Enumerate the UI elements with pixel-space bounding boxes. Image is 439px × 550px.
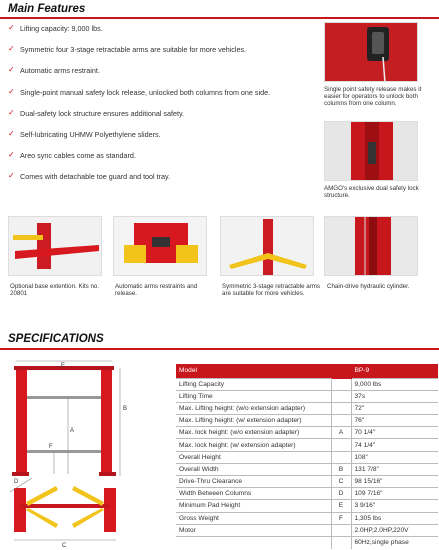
table-row: 60Hz,single phase <box>176 536 438 548</box>
specifications-table <box>176 364 438 549</box>
dim-label-c: C <box>62 543 67 548</box>
table-row: Lifting Capacity 9,000 lbs <box>176 378 438 390</box>
table-row: Overall Width B 131 7/8" <box>176 463 438 475</box>
hydraulic-cylinder-caption: Chain-drive hydraulic cylinder. <box>327 283 410 290</box>
base-extension-photo <box>8 216 102 276</box>
feature-item: ✓ Symmetric four 3-stage retractable arms are suitable for more vehicles. <box>8 44 247 55</box>
table-row: Motor 2.0HP,2.0HP,220V <box>176 524 438 536</box>
arm-restraint-caption: Automatic arms restraints and release. <box>115 283 198 297</box>
feature-item: ✓ Automatic arms restraint. <box>8 65 100 76</box>
hydraulic-cylinder-illustration <box>325 217 418 276</box>
dim-label-d: D <box>14 479 19 485</box>
feature-item: ✓ Dual-safety lock structure ensures additional safety. <box>8 107 185 118</box>
table-row: Max. lock height: (w/ extension adapter) 74 1/4" <box>176 439 438 451</box>
check-icon: ✓ <box>8 171 15 181</box>
specifications-divider <box>0 348 439 350</box>
main-features-divider <box>0 17 439 19</box>
feature-item: ✓ Lifting capacity: 9,000 lbs. <box>8 23 103 33</box>
base-extension-caption: Optional base extention. Kits no. 20801 <box>10 283 100 297</box>
retractable-arms-illustration <box>221 217 314 276</box>
retractable-arms-caption: Symmetric 3-stage retractable arms are suitable for more vehicles. <box>222 283 320 297</box>
features-list <box>8 24 318 194</box>
check-icon: ✓ <box>8 44 15 54</box>
feature-item: ✓ Self-lubricating UHMW Polyethylene sliders. <box>8 128 161 139</box>
dual-lock-illustration <box>325 122 418 181</box>
table-row: Drive-Thru Clearance C 98 15/16" <box>176 476 438 488</box>
arm-restraint-illustration <box>114 217 207 276</box>
base-extension-illustration <box>9 217 102 276</box>
specifications-title: SPECIFICATIONS <box>8 333 104 345</box>
check-icon: ✓ <box>8 128 15 138</box>
check-icon: ✓ <box>8 65 15 75</box>
dim-label-f: F <box>49 444 53 450</box>
check-icon: ✓ <box>8 107 15 117</box>
dual-lock-caption: AMGO's exclusive dual safety lock structure. <box>324 185 419 199</box>
table-row: Minimum Pad Height E 3 9/16" <box>176 500 438 512</box>
safety-release-illustration <box>325 23 418 82</box>
check-icon: ✓ <box>8 23 15 32</box>
feature-item: ✓ Comes with detachable toe guard and tool tray. <box>8 171 171 182</box>
model-header: Model <box>176 364 331 378</box>
dual-lock-photo <box>324 121 418 181</box>
retractable-arms-photo <box>220 216 314 276</box>
dim-label-e: E <box>61 363 66 369</box>
table-row: Gross Weight F 1,305 lbs <box>176 512 438 524</box>
dim-label-a: A <box>70 428 75 434</box>
arm-restraint-photo <box>113 216 207 276</box>
table-row: Width Between Columns D 109 7/16" <box>176 488 438 500</box>
check-icon: ✓ <box>8 150 15 160</box>
safety-release-caption: Single point safety release makes it easier for operators to unlock both columns from one column. <box>324 86 422 107</box>
table-row: Max. Lifting height: (w/ extension adapter) 76" <box>176 415 438 427</box>
feature-item: ✓ Single-point manual safety lock release, unlocked both columns from one side. <box>8 86 271 97</box>
dim-label-b: B <box>123 406 128 412</box>
table-row: Max. lock height: (w/o extension adapter) A 70 1/4" <box>176 427 438 439</box>
lift-dimension-diagram <box>6 358 172 548</box>
table-row: Overall Height 108" <box>176 451 438 463</box>
feature-item: ✓ Areo sync cables come as standard. <box>8 150 136 161</box>
hydraulic-cylinder-photo <box>324 216 418 276</box>
table-header-row <box>176 364 438 378</box>
table-row: Lifting Time 37s <box>176 390 438 402</box>
safety-release-photo <box>324 22 418 82</box>
table-row: Max. Lifting height: (w/o extension adapter) 72" <box>176 402 438 414</box>
check-icon: ✓ <box>8 86 15 96</box>
model-value-header: BP-9 <box>351 364 438 378</box>
main-features-title: Main Features <box>8 3 86 15</box>
